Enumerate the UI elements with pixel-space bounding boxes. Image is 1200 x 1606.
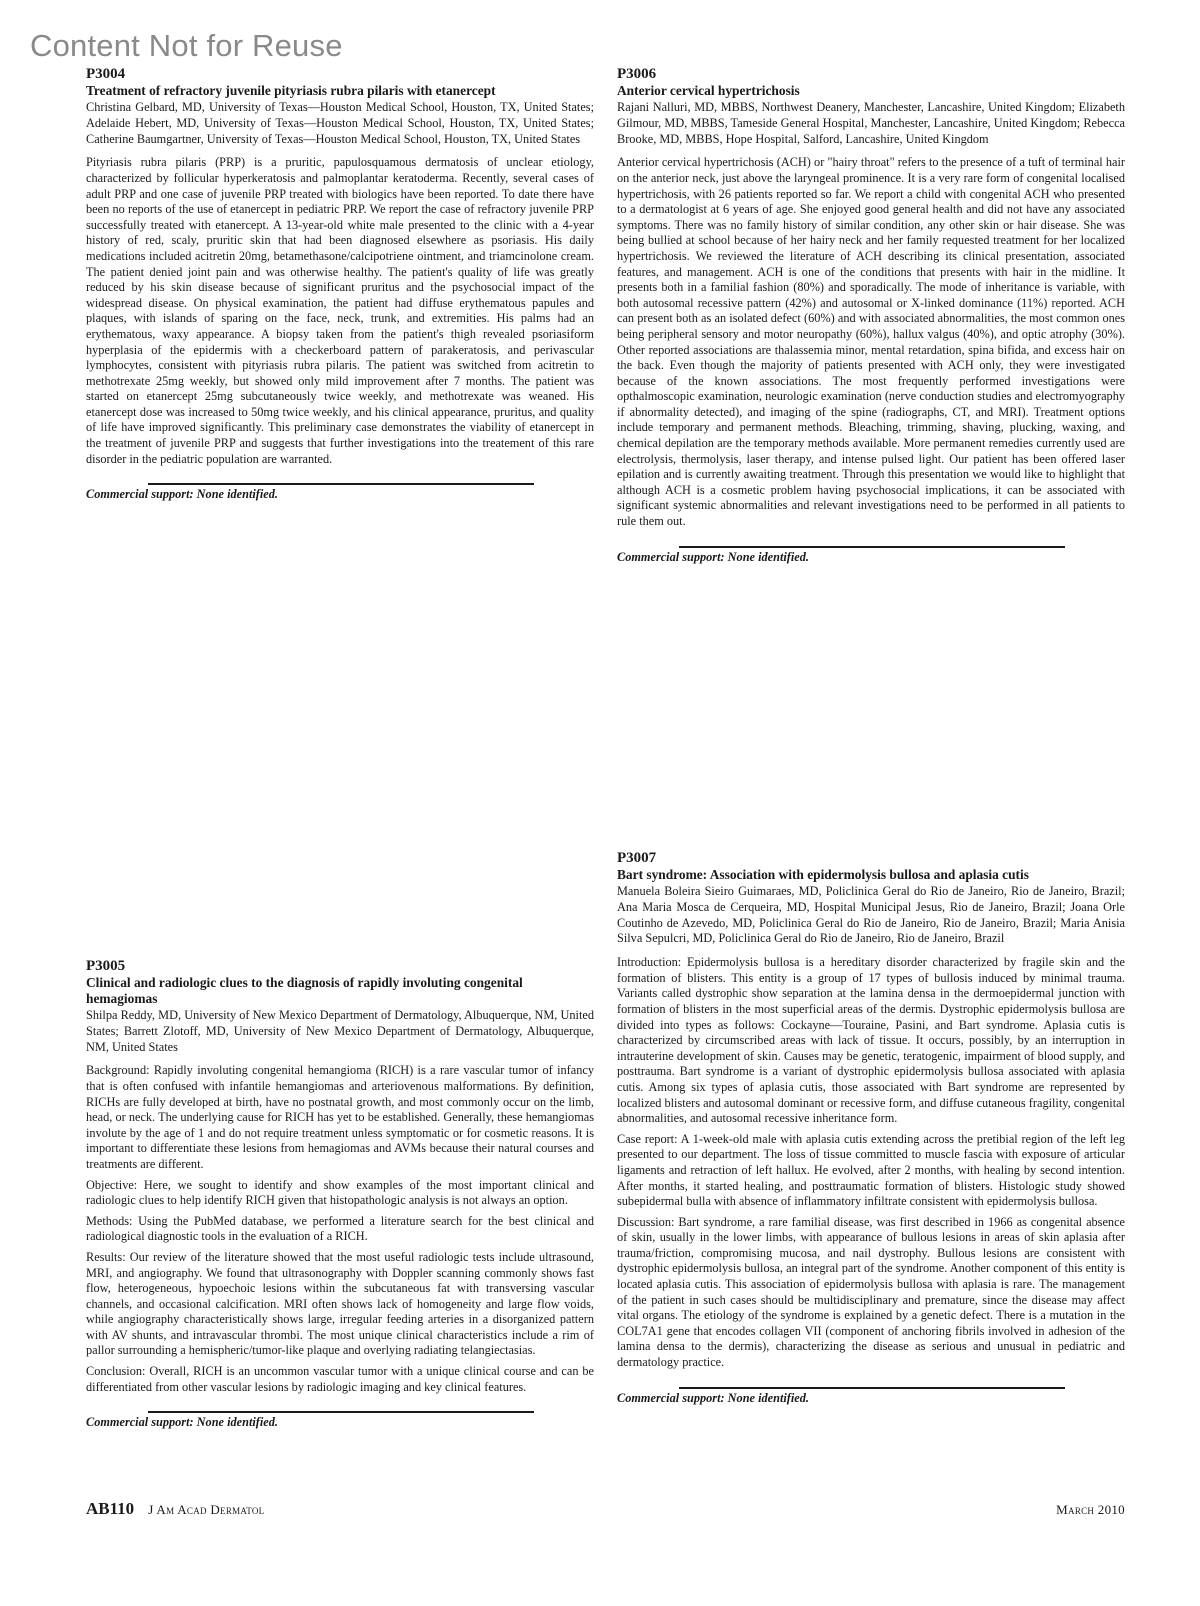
abstract-authors: Manuela Boleira Sieiro Guimaraes, MD, Policlinica Geral do Rio de Janeiro, Rio de Janeiro, Brazil; Ana Maria Mosca de Cerqueira, MD, Hospital Municipal Jesus, Rio de Janeiro, Brazil; Joana Orle Coutinho de Azevedo, MD, Policlinica Geral do Rio de Janeiro, Rio de Janeiro, Brazil; Maria Anisia Silva Sepulcri, MD, Policlinica Geral do Rio de Janeiro, Rio de Janeiro, Brazil [617, 884, 1125, 946]
commercial-support: Commercial support: None identified. [617, 549, 809, 564]
abstract-paragraph: Conclusion: Overall, RICH is an uncommon vascular tumor with a unique clinical course and can be differentiated from other vascular lesions by radiologic imaging and key clinical features. [86, 1364, 594, 1394]
abstract-title: Treatment of refractory juvenile pityriasis rubra pilaris with etanercept [86, 83, 496, 98]
abstract-paragraph: Discussion: Bart syndrome, a rare familial disease, was first described in 1966 as congenital absence of skin, usually in the lower limbs, with appearance of bullous lesions in areas of skin aplasia after trauma/friction, compromising mucosa, and nail dystrophy. Bullous lesions are consistent with dystrophic epidermolysis bullosa, an integral part of the syndrome. Another component of this entity is located aplasia cutis. This association of epidermolysis bullosa with aplasia is rare. The management of the patient in such cases should be multidisciplinary and premature, since the disease may affect vital organs. The etiology of the syndrome is explained by a genetic defect. There is a mutation in the COL7A1 gene that encodes collagen VII (component of anchoring fibrils involved in adhesion of the lamina densa to the dermis), characterizing the disease as serious and unusual in pediatric and dermatology practice. [617, 1214, 1125, 1370]
abstract-body [86, 155, 594, 467]
commercial-support: Commercial support: None identified. [86, 1415, 278, 1430]
page-footer [86, 1499, 1125, 1519]
abstract-paragraph: Results: Our review of the literature showed that the most useful radiologic tests include ultrasound, MRI, and angiography. We found that ultrasonography with Doppler scanning commonly shows fast flow, heterogeneous, hypoechoic lesions within the subcutaneous fat with transversing vascular channels, and occasional calcification. MRI often shows lack of homogeneity and large flow voids, while angiography characteristically shows large, irregular feeding arteries in a disorganized pattern with AV shunts, and intravascular thrombi. The most unique clinical characteristics include a rim of pallor surrounding a hemispheric/tumor-like plaque and overlying radiating telangiectasias. [86, 1249, 594, 1358]
abstract-authors: Shilpa Reddy, MD, University of New Mexico Department of Dermatology, Albuquerque, NM, United States; Barrett Zlotoff, MD, University of New Mexico Department of Dermatology, Albuquerque, NM, United States [86, 1008, 594, 1054]
journal-name: J Am Acad Dermatol [148, 1502, 265, 1517]
abstract-p3007 [617, 850, 1125, 1406]
watermark: Content Not for Reuse [30, 28, 343, 63]
abstract-authors: Christina Gelbard, MD, University of Texas—Houston Medical School, Houston, TX, United States; Adelaide Hebert, MD, University of Texas—Houston Medical School, Houston, TX, United States; Catherine Baumgartner, University of Texas—Houston Medical School, Houston, TX, United States [86, 100, 594, 146]
abstract-p3005 [86, 958, 594, 1430]
abstract-number: P3004 [86, 66, 126, 82]
abstract-number: P3005 [86, 958, 126, 974]
abstract-paragraph: Objective: Here, we sought to identify and show examples of the most important clinical and radiologic clues to help identify RICH given that histopathologic analysis is not always an option. [86, 1177, 594, 1208]
abstract-title: Anterior cervical hypertrichosis [617, 83, 800, 98]
abstract-body [86, 1063, 594, 1395]
section-rule [148, 483, 534, 485]
abstract-authors: Rajani Nalluri, MD, MBBS, Northwest Deanery, Manchester, Lancashire, United Kingdom; Elizabeth Gilmour, MD, MBBS, Tameside General Hospital, Manchester, Lancashire, United Kingdom; Rebecca Brooke, MD, MBBS, Hope Hospital, Salford, Lancashire, United Kingdom [617, 100, 1125, 146]
abstract-p3006 [617, 66, 1125, 565]
abstract-p3004 [86, 66, 594, 502]
abstract-paragraph: Anterior cervical hypertrichosis (ACH) or "hairy throat" refers to the presence of a tuft of terminal hair on the anterior neck, just above the laryngeal prominence. It is a very rare form of congenital localised hypertrichosis, with 26 patients reported so far. We report a child with congenital ACH who presented to a dermatologist at 6 years of age. She enjoyed good general health and did not have any associated symptoms. There was no family history of similar condition, any other skin or hair disease. She was being bullied at school because of her hairy neck and her family requested treatment for her localized hypertrichosis. We reviewed the literature of ACH describing its clinical presentation, associated features, and management. ACH is one of the conditions that presents with hair in the midline. It presents both in a familial fashion (80%) and sporadically. The mode of inheritance is variable, with both autosomal recessive pattern (42%) and autosomal or X-linked dominance (11%) reported. ACH can present both as an isolated defect (60%) and with associated abnormalities, the most common ones being peripheral sensory and motor neuropathy (60%), hallux valgus (40%), and optic atrophy (30%). Other reported associations are thalassemia minor, mental retardation, spina bifida, and excess hair on the back. Even though the majority of patients presented with ACH only, they were investigated because of the known associations. The most frequently performed investigations were opthalmoscopic examination, neurologic examination (nerve conduction studies and electromyography if abnormality detected), and imaging of the spine (radiographs, CT, and MRI). Treatment options include temporary and permanent methods. Bleaching, trimming, shaving, plucking, waxing, and chemical depilation are the temporary methods available. More permanent remedies currently used are electrolysis, thermolysis, laser therapy, and intense pulsed light. Our patient has been offered laser epilation and is currently awaiting treatment. Through this presentation we would like to highlight that although ACH is a cosmetic problem having psychosocial implications, it can be associated with significant systemic abnormalities and relevant investigations need to be performed in all patients to rule them out. [617, 155, 1125, 529]
commercial-support: Commercial support: None identified. [617, 1390, 809, 1405]
commercial-support: Commercial support: None identified. [86, 487, 278, 502]
abstract-body [617, 955, 1125, 1370]
abstract-paragraph: Background: Rapidly involuting congenital hemangioma (RICH) is a rare vascular tumor of infancy that is often confused with infantile hemangiomas and arteriovenous malformations. By definition, RICHs are fully developed at birth, have no postnatal growth, and most commonly occur on the limb, head, or neck. The underlying cause for RICH has yet to be established. Generally, these hemangiomas involute by the age of 1 and do not require treatment unless symptomatic or for cosmetic reasons. It is important to differentiate these lesions from hemagiomas and AVMs because their natural courses and treatments are different. [86, 1063, 594, 1171]
abstract-title: Clinical and radiologic clues to the diagnosis of rapidly involuting congenital hemagiomas [86, 975, 523, 1006]
abstract-title: Bart syndrome: Association with epidermolysis bullosa and aplasia cutis [617, 867, 1029, 882]
footer-left [86, 1499, 264, 1519]
section-rule [679, 1387, 1065, 1389]
abstract-paragraph: Pityriasis rubra pilaris (PRP) is a pruritic, papulosquamous dermatosis of unclear etiology, characterized by follicular hyperkeratosis and palmoplantar keratoderma. Recently, several cases of adult PRP and one case of juvenile PRP treated with biologics have been reported. To date there have been no reports of the use of etanercept in pediatric PRP. We report the case of refractory juvenile PRP successfully treated with etanercept. A 13-year-old white male presented to the clinic with a 4-year history of red, scaly, pruritic skin that had been diagnosed elsewhere as psoriasis. His daily medications included acitretin 20mg, betamethasone/calcipotriene ointment, and triamcinolone cream. The patient denied joint pain and was otherwise healthy. The patient's quality of life was greatly reduced by his skin disease because of significant pruritus and the psychosocial impact of the widespread disease. On physical examination, the patient had diffuse erythematous papules and plaques, with islands of sparing on the face, neck, trunk, and extremities. His palms had an erythematous, waxy appearance. A biopsy taken from the patient's thigh revealed psoriasiform hyperplasia of the epidermis with a checkerboard pattern of parakeratosis, and perivascular lymphocytes, consistent with pityriasis rubra pilaris. The patient was switched from acitretin to methotrexate 25mg weekly, but showed only mild improvement after 7 months. The patient was started on etanercept 25mg subcutaneously twice weekly, and methotrexate was weaned. His etanercept dose was increased to 50mg twice weekly, and his clinical appearance, pruritus, and quality of life have improved significantly. This preliminary case demonstrates the viability of etanercept in the treatment of juvenile PRP and suggests that further investigations into the treatement of this rare disorder in the pediatric population are warranted. [86, 155, 594, 466]
abstract-number: P3007 [617, 850, 657, 866]
abstract-body [617, 155, 1125, 529]
section-rule [148, 1411, 534, 1413]
page-number: AB110 [86, 1499, 135, 1518]
abstract-paragraph: Case report: A 1-week-old male with aplasia cutis extending across the pretibial region of the left leg presented to our department. The loss of tissue committed to muscle fascia with exposure of articular ligaments and retraction of left hallux. He evolved, after 2 months, with healing by second intention. After months, it started healing, and posttraumatic formation of blisters. Histologic study showed subepidermal bulla with absence of inflammatory infiltrate consistent with epidermolysis bullosa. [617, 1131, 1125, 1209]
issue-date: March 2010 [1056, 1502, 1125, 1517]
section-rule [679, 546, 1065, 548]
abstract-number: P3006 [617, 66, 657, 82]
abstract-paragraph: Introduction: Epidermolysis bullosa is a hereditary disorder characterized by fragile skin and the formation of blisters. This entity is a group of 17 types of bullosis induced by minimal trauma. Variants called dystrophic show separation at the lamina densa in the dermoepidermal junction with formation of blisters in the most superficial areas of the dermis. Dystrophic epidermolysis bullosa are divided into types as follows: Cockayne—Touraine, Pasini, and Bart syndrome. Aplasia cutis is characterized by circumscribed areas with lack of tissue. It occurs, possibly, by an interruption in intrauterine development of skin. Causes may be genetic, teratogenic, impairment of blood supply, and posttrauma. Bart syndrome is a variant of dystrophic epidermolysis bullosa associated with aplasia cutis. Among six types of aplasia cutis, those associated with Bart syndrome are represented by localized blisters and autosomal dominant or recessive form, and diffuse cutaneous fragility, congenital abnormalities, and autosomal recessive inheritance form. [617, 955, 1125, 1126]
abstract-paragraph: Methods: Using the PubMed database, we performed a literature search for the best clinical and radiological diagnostic tools in the evaluation of a RICH. [86, 1213, 594, 1244]
